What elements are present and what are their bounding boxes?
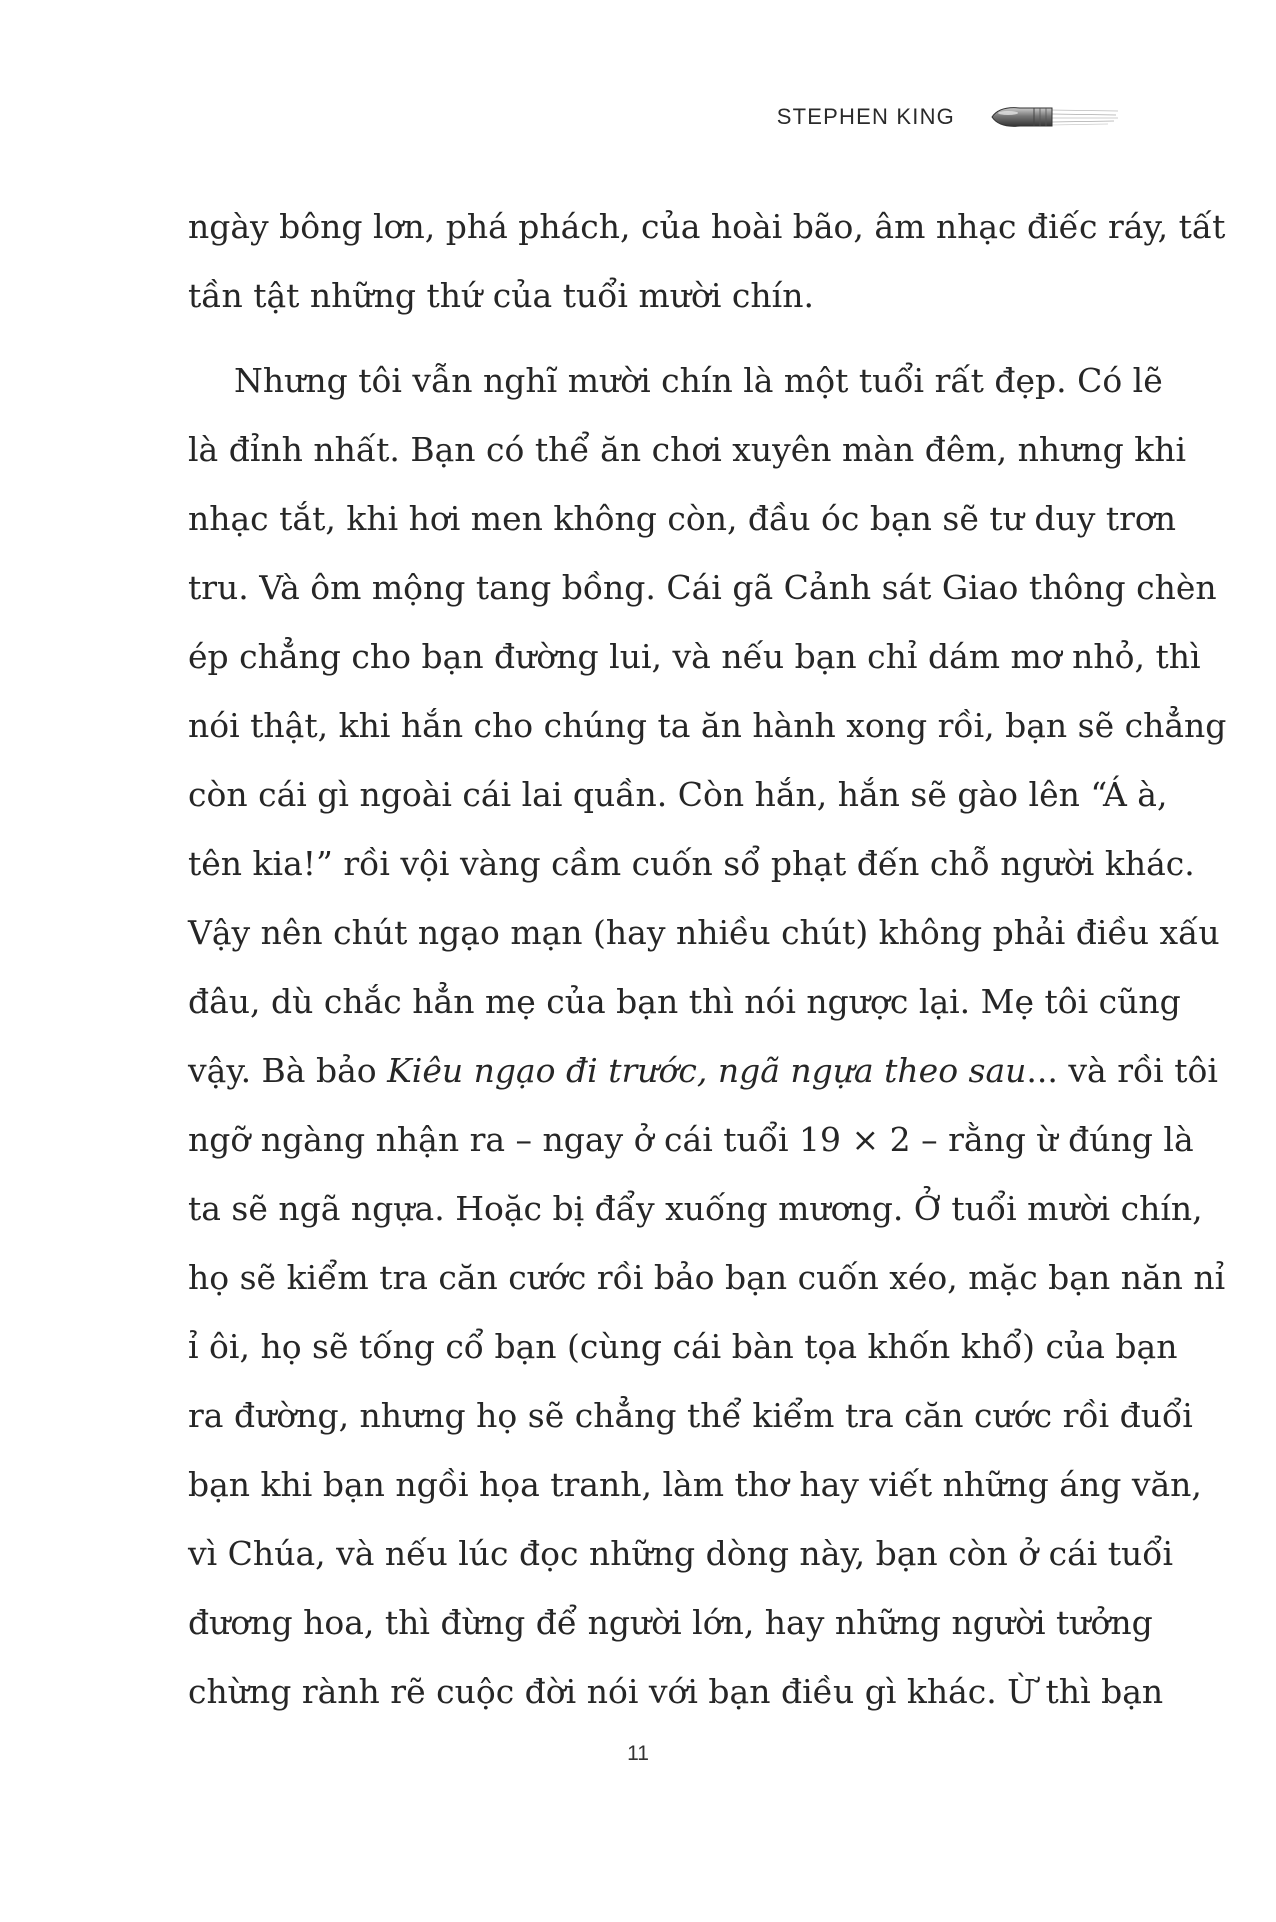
text-line: vì Chúa, và nếu lúc đọc những dòng này, bạn còn ở cái tuổi — [188, 1534, 1174, 1573]
paragraph-2 — [188, 346, 1227, 1726]
text-line: ngỡ ngàng nhận ra – ngay ở cái tuổi 19 × 2 – rằng ừ đúng là — [188, 1120, 1194, 1159]
text-line: ra đường, nhưng họ sẽ chẳng thể kiểm tra căn cước rồi đuổi — [188, 1396, 1193, 1435]
text-line: ta sẽ ngã ngựa. Hoặc bị đẩy xuống mương. Ở tuổi mười chín, — [188, 1189, 1203, 1228]
text-line: bạn khi bạn ngồi họa tranh, làm thơ hay viết những áng văn, — [188, 1465, 1202, 1504]
text-line: Vậy nên chút ngạo mạn (hay nhiều chút) không phải điều xấu — [188, 913, 1220, 952]
paragraph-1 — [188, 192, 1226, 330]
text-line: ngày bông lơn, phá phách, của hoài bão, âm nhạc điếc ráy, tất — [188, 207, 1226, 246]
running-head — [0, 102, 1276, 132]
body-text — [188, 192, 1227, 1726]
bullet-icon — [990, 102, 1120, 132]
text-line: nói thật, khi hắn cho chúng ta ăn hành xong rồi, bạn sẽ chẳng — [188, 706, 1227, 745]
text-line: ép chẳng cho bạn đường lui, và nếu bạn chỉ dám mơ nhỏ, thì — [188, 637, 1201, 676]
text-line: đâu, dù chắc hẳn mẹ của bạn thì nói ngược lại. Mẹ tôi cũng — [188, 982, 1181, 1021]
text-line-indented: Nhưng tôi vẫn nghĩ mười chín là một tuổi rất đẹp. Có lẽ — [234, 361, 1163, 400]
text-line: tru. Và ôm mộng tang bồng. Cái gã Cảnh sát Giao thông chèn — [188, 568, 1217, 607]
italic-line-after: ... và rồi tôi — [1026, 1051, 1218, 1090]
italic-quote: Kiêu ngạo đi trước, ngã ngựa theo sau — [387, 1051, 1027, 1090]
text-line: còn cái gì ngoài cái lai quần. Còn hắn, hắn sẽ gào lên “Á à, — [188, 775, 1168, 814]
text-line: nhạc tắt, khi hơi men không còn, đầu óc bạn sẽ tư duy trơn — [188, 499, 1177, 538]
text-line: chừng rành rẽ cuộc đời nói với bạn điều gì khác. Ừ thì bạn — [188, 1672, 1164, 1711]
text-line: là đỉnh nhất. Bạn có thể ăn chơi xuyên màn đêm, nhưng khi — [188, 430, 1187, 469]
italic-line-before: vậy. Bà bảo — [188, 1051, 388, 1090]
text-line-with-italic — [188, 1036, 1218, 1105]
text-line: họ sẽ kiểm tra căn cước rồi bảo bạn cuốn xéo, mặc bạn năn nỉ — [188, 1258, 1226, 1297]
text-line: tên kia!” rồi vội vàng cầm cuốn sổ phạt đến chỗ người khác. — [188, 844, 1195, 883]
text-line: tần tật những thứ của tuổi mười chín. — [188, 276, 814, 315]
running-head-author: STEPHEN KING — [776, 104, 955, 129]
text-line: đương hoa, thì đừng để người lớn, hay những người tưởng — [188, 1603, 1153, 1642]
text-line: ỉ ôi, họ sẽ tống cổ bạn (cùng cái bàn tọa khốn khổ) của bạn — [188, 1327, 1178, 1366]
page-number: 11 — [627, 1742, 649, 1765]
